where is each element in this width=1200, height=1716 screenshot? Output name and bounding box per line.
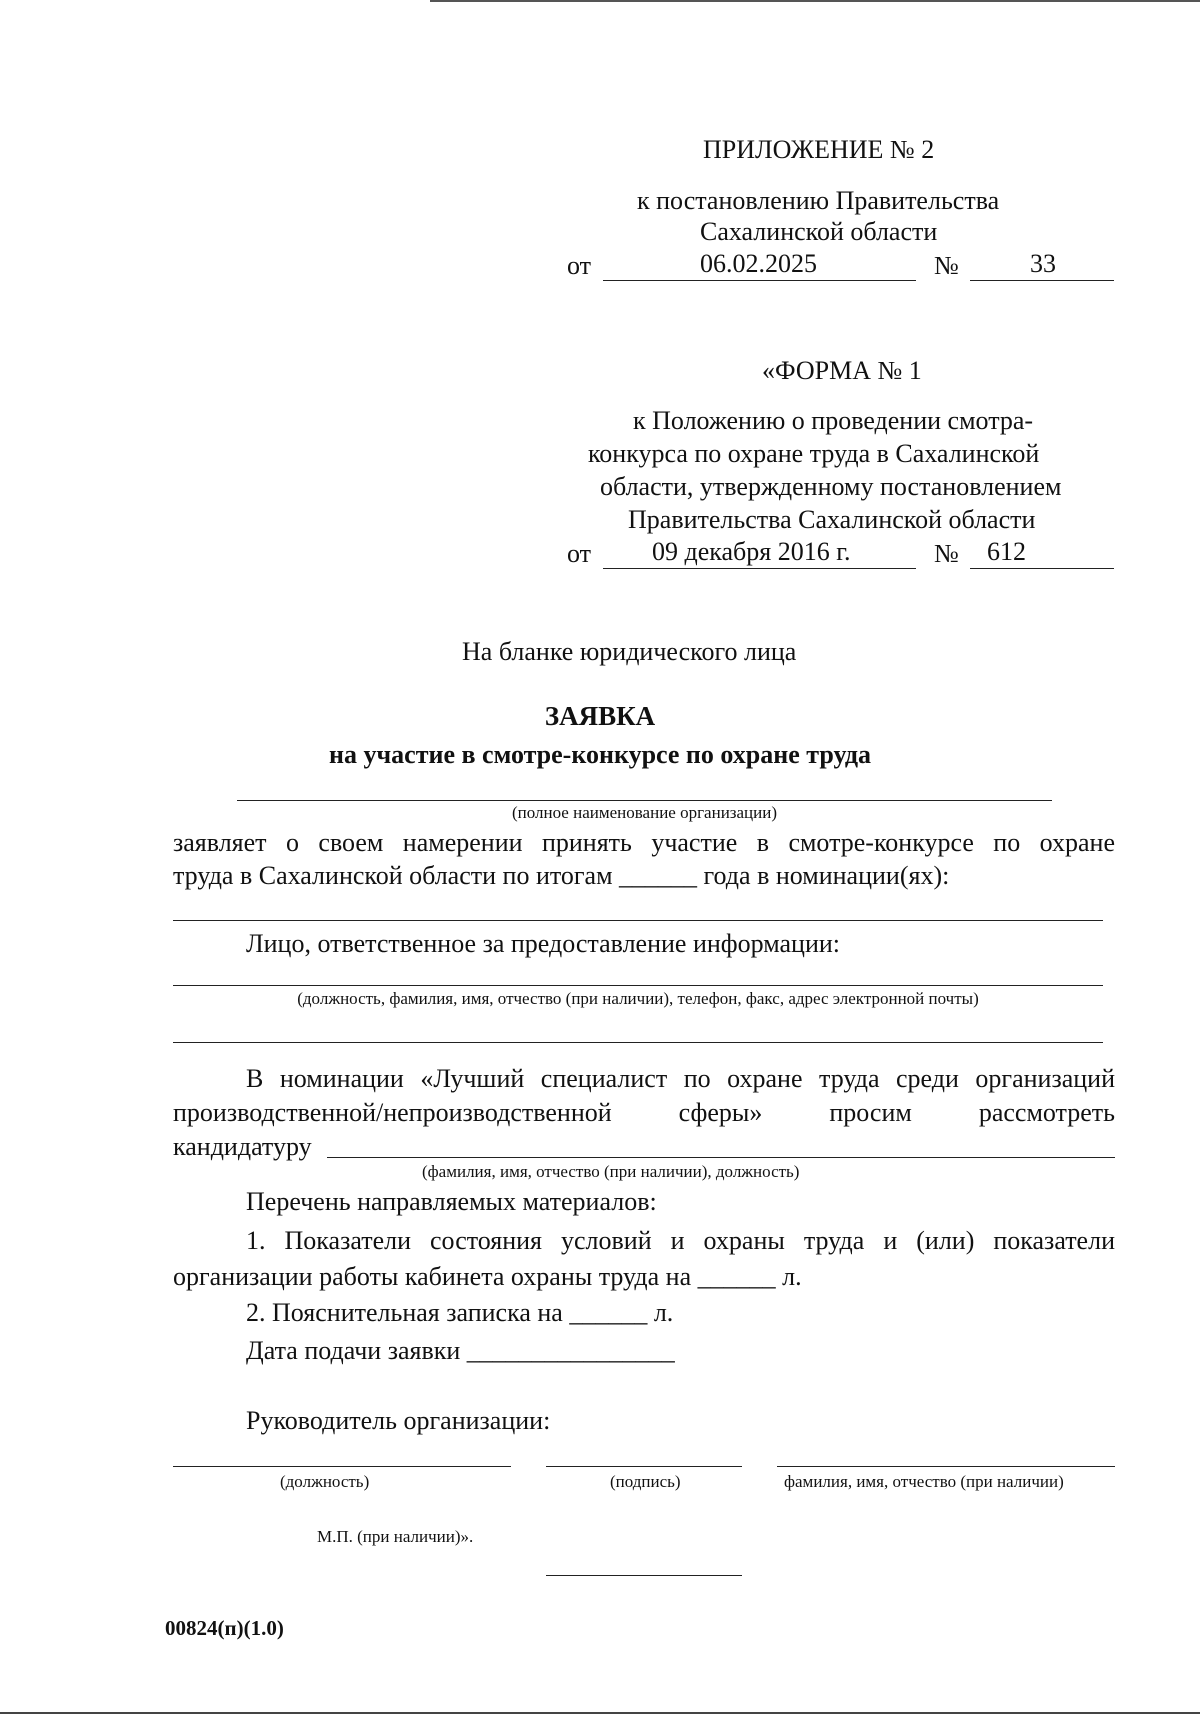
form-title: «ФОРМА № 1 [762,356,922,385]
application-title: ЗАЯВКА [544,701,656,731]
position-caption: (должность) [280,1472,370,1491]
form-from-label: от [567,539,592,568]
candidate-caption: (фамилия, имя, отчество (при наличии), должность) [422,1162,800,1181]
form-line4: Правительства Сахалинской области [628,505,1036,534]
footer-code: 00824(п)(1.0) [165,1616,284,1640]
head-label: Руководитель организации: [246,1406,551,1435]
material-item1-line2: организации работы кабинета охраны труда на ______ л. [173,1262,802,1291]
letterhead-note: На бланке юридического лица [462,637,797,666]
appendix-date: 06.02.2025 [700,249,817,278]
form-line1: к Положению о проведении смотра- [633,406,1034,435]
form-line2: конкурса по охране труда в Сахалинской [588,439,1040,468]
org-name-caption: (полное наименование организации) [511,803,778,822]
materials-heading: Перечень направляемых материалов: [246,1187,657,1216]
material-item2: 2. Пояснительная записка на ______ л. [246,1298,674,1327]
submission-date: Дата подачи заявки ________________ [246,1336,675,1365]
responsible-label: Лицо, ответственное за предоставление информации: [246,929,841,958]
form-date: 09 декабря 2016 г. [652,537,851,566]
scan-edge-bottom [0,1712,1200,1714]
candidate-rule [327,1157,1115,1158]
form-number: 612 [987,537,1026,566]
responsible-rule-2 [173,1042,1103,1043]
nominations-rule [173,920,1103,921]
appendix-line2: Сахалинской области [700,217,938,246]
form-line3: области, утвержденному постановлением [600,472,1062,501]
stamp-note: М.П. (при наличии)». [317,1527,474,1546]
responsible-caption: (должность, фамилия, имя, отчество (при наличии), телефон, факс, адрес электронной почты) [297,989,979,1008]
nomination-line1: В номинации «Лучший специалист по охране труда среди организаций [246,1064,1115,1093]
nomination-line2: производственной/непроизводственной сферы» просим рассмотреть [173,1098,1115,1127]
application-subtitle: на участие в смотре-конкурсе по охране труда [329,740,871,769]
appendix-from-label: от [567,251,592,280]
closing-rule [546,1575,742,1576]
signature-rule [546,1466,742,1467]
position-rule [173,1466,511,1467]
appendix-title: ПРИЛОЖЕНИЕ № 2 [703,135,935,164]
appendix-number-label: № [934,251,959,280]
appendix-number: 33 [1030,249,1056,278]
appendix-line1: к постановлению Правительства [637,186,1000,215]
form-number-label: № [934,539,959,568]
scan-edge-top [430,0,1200,2]
signature-caption: (подпись) [610,1472,681,1491]
nomination-line3: кандидатуру [173,1132,312,1161]
material-item1-line1: 1. Показатели состояния условий и охраны труда и (или) показатели [246,1226,1115,1255]
org-name-rule [237,800,1052,801]
intent-line1: заявляет о своем намерении принять участие в смотре-конкурсе по охране [173,828,1115,857]
name-caption: фамилия, имя, отчество (при наличии) [784,1472,1064,1491]
intent-line2: труда в Сахалинской области по итогам ______ года в номинации(ях): [173,861,950,890]
name-rule [777,1466,1115,1467]
responsible-rule [173,985,1103,986]
